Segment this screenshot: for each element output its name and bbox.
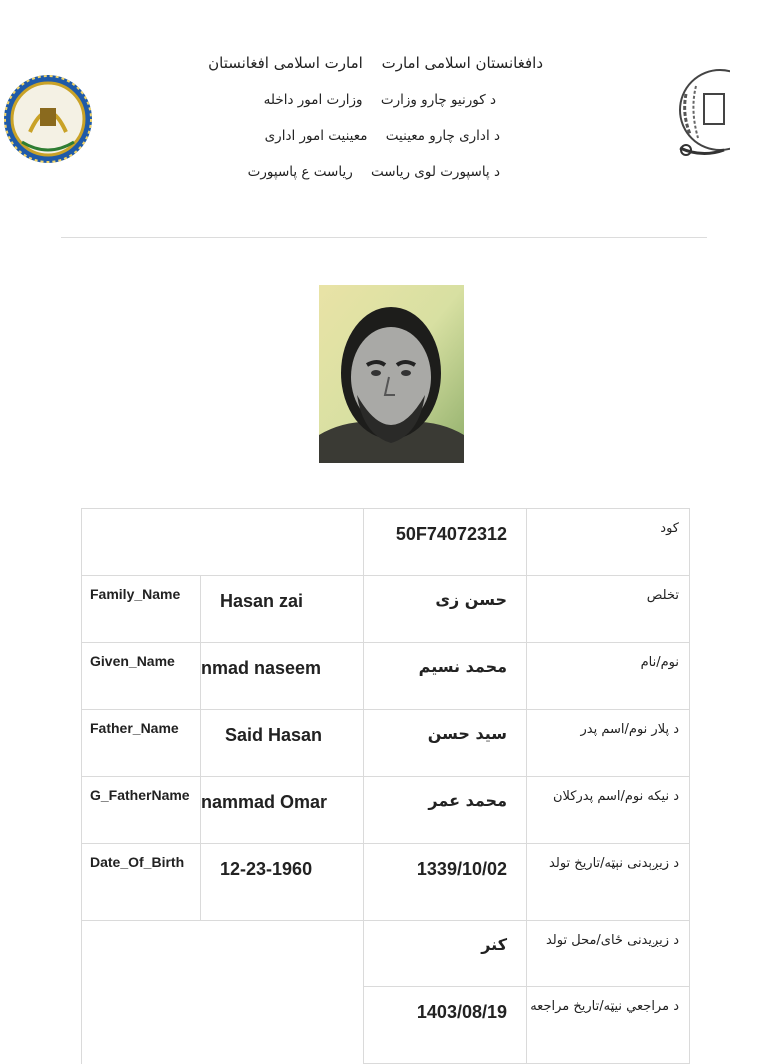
given-name-fa-label: نوم/نام — [527, 643, 690, 710]
header-pashto: دافغانستان اسلامی امارت — [381, 54, 543, 72]
table-row-dob — [82, 844, 690, 921]
code-label: کود — [527, 509, 690, 576]
header-dari: وزارت امور داخله — [263, 92, 363, 108]
header-line-1 — [194, 54, 543, 72]
header-dari: امارت اسلامی افغانستان — [208, 54, 363, 72]
dob-value: 12-23-1960 — [201, 844, 364, 921]
dob-label: Date_Of_Birth — [82, 844, 201, 921]
header-pashto: د کورنیو چارو وزارت — [380, 92, 496, 108]
gfather-name-label: G_FatherName — [82, 777, 201, 844]
father-name-value: Said Hasan — [201, 710, 364, 777]
father-name-fa-label: د پلار نوم/اسم پدر — [527, 710, 690, 777]
family-name-value: Hasan zai — [201, 576, 364, 643]
table-row-gfather — [82, 777, 690, 844]
table-row-given — [82, 643, 690, 710]
given-name-value: nmad naseem — [201, 658, 322, 678]
father-name-label: Father_Name — [82, 710, 201, 777]
empty-cell — [82, 921, 364, 1064]
header-dari: معینیت امور اداری — [264, 128, 368, 144]
table-row-pob — [82, 921, 690, 987]
header-line-4 — [234, 164, 500, 180]
header-line-2 — [250, 92, 496, 108]
ref-date-value: 1403/08/19 — [364, 987, 527, 1064]
family-name-label: Family_Name — [82, 576, 201, 643]
header-dari: ریاست ع پاسپورت — [247, 164, 353, 180]
table-row-family — [82, 576, 690, 643]
emirate-emblem-logo — [672, 64, 730, 162]
ministry-seal-logo — [0, 72, 96, 166]
table-row-code — [82, 509, 690, 576]
pob-fa-value: کنر — [364, 921, 527, 987]
dob-fa-value: 1339/10/02 — [364, 844, 527, 921]
ref-date-label: د مراجعي نیټه/تاریخ مراجعه — [527, 987, 690, 1064]
empty-cell — [82, 509, 364, 576]
pob-fa-label: د زیږیدنی ځای/محل تولد — [527, 921, 690, 987]
personal-info-table — [81, 508, 690, 1064]
header-divider — [61, 237, 707, 238]
given-name-label: Given_Name — [82, 643, 201, 710]
dob-fa-label: د زیږېدنی نېټه/تاریخ تولد — [527, 844, 690, 921]
header-pashto: د اداری چارو معینیت — [385, 128, 500, 144]
father-name-fa-value: سید حسن — [364, 710, 527, 777]
family-name-fa-label: تخلص — [527, 576, 690, 643]
table-row-father — [82, 710, 690, 777]
code-value: 50F74072312 — [364, 509, 527, 576]
header-line-3 — [251, 128, 500, 144]
family-name-fa-value: حسن زی — [364, 576, 527, 643]
given-name-cell — [201, 643, 364, 710]
gfather-name-fa-value: محمد عمر — [364, 777, 527, 844]
header-pashto: د پاسپورت لوی ریاست — [371, 164, 500, 180]
gfather-name-cell — [201, 777, 364, 844]
given-name-fa-value: محمد نسیم — [364, 643, 527, 710]
applicant-photo — [319, 285, 464, 463]
gfather-name-fa-label: د نیکه نوم/اسم پدرکلان — [527, 777, 690, 844]
gfather-name-value: nammad Omar — [201, 792, 328, 812]
